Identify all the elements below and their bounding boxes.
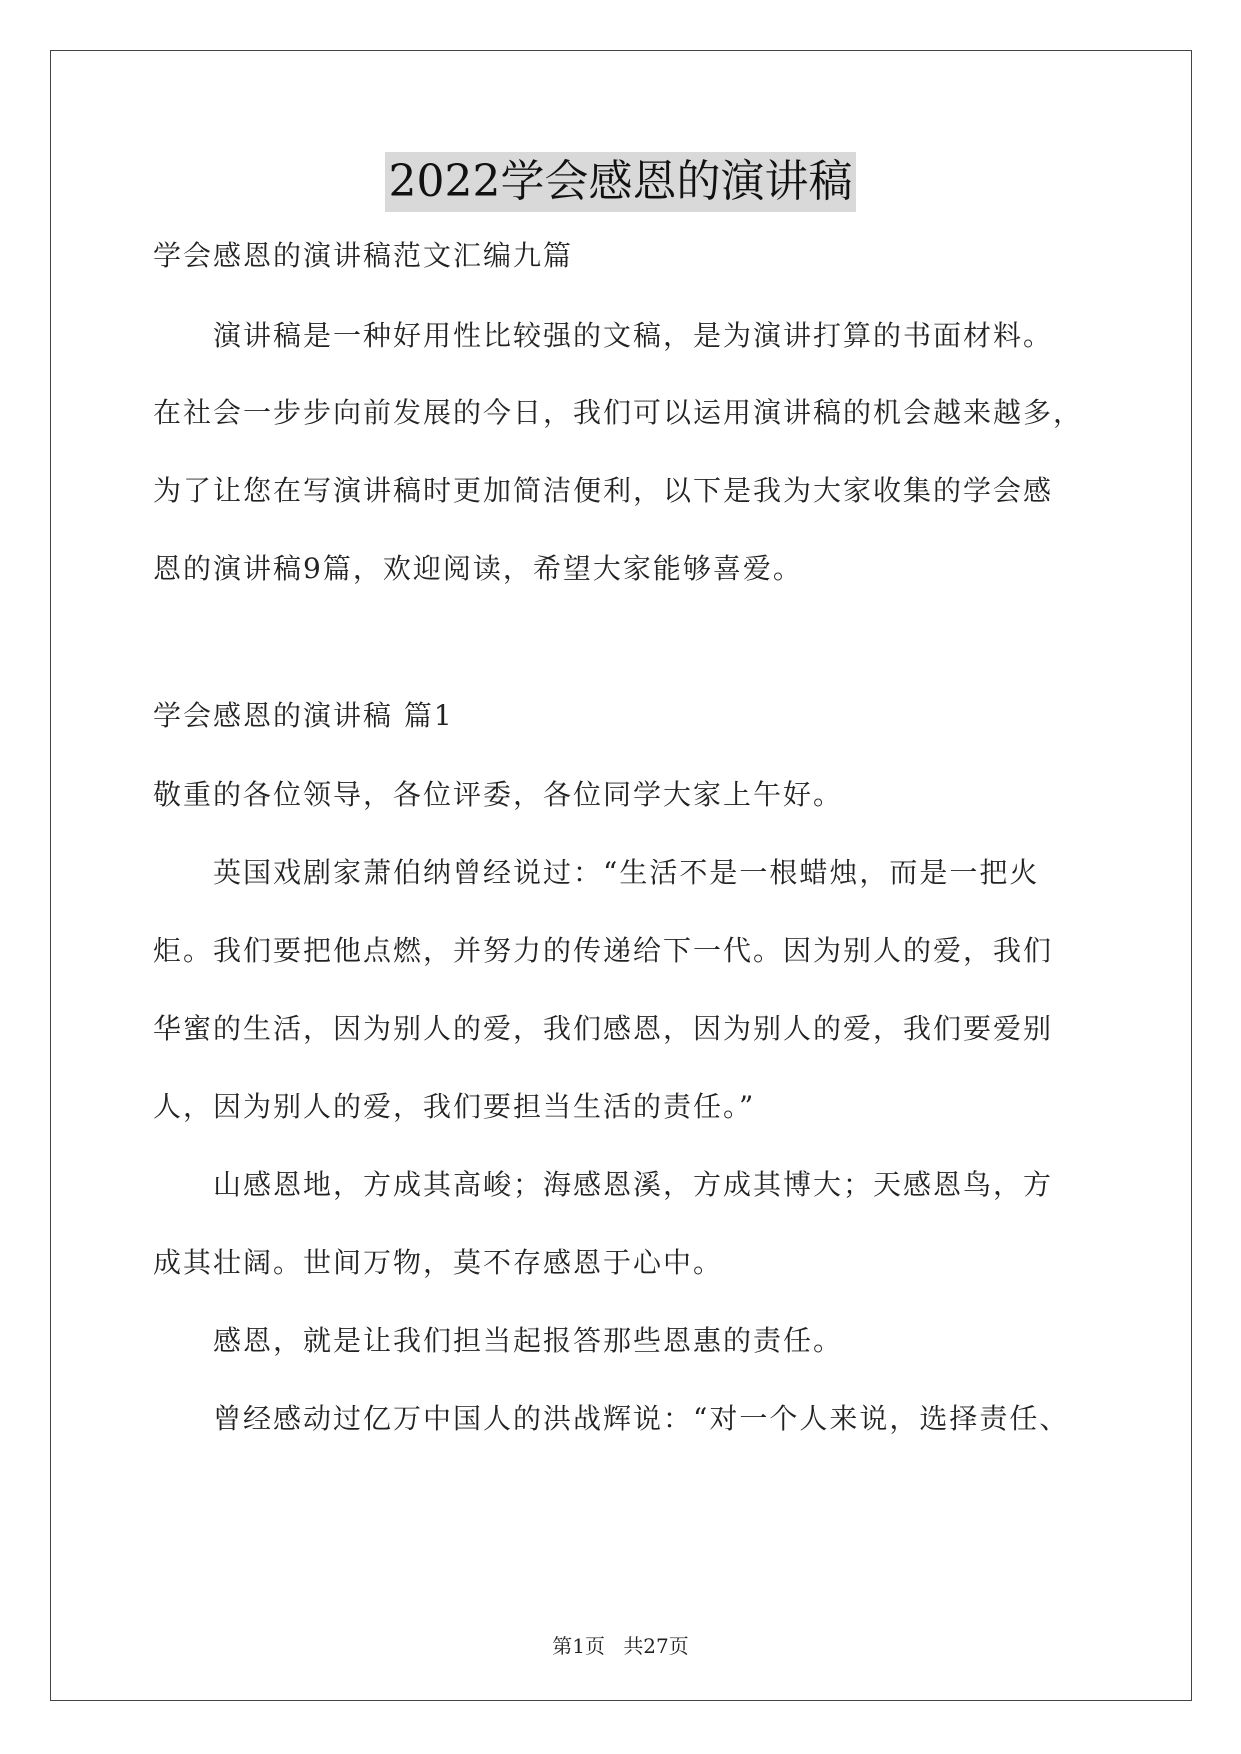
body-line: 华蜜的生活，因为别人的爱，我们感恩，因为别人的爱，我们要爱别 (153, 1012, 1054, 1045)
document-title: 2022学会感恩的演讲稿 (385, 152, 857, 212)
body-line: 山感恩地，方成其高峻；海感恩溪，方成其博大；天感恩鸟，方 (153, 1168, 1054, 1201)
body-line: 为了让您在写演讲稿时更加简洁便利，以下是我为大家收集的学会感 (153, 474, 1054, 507)
body-line: 敬重的各位领导，各位评委，各位同学大家上午好。 (153, 778, 844, 811)
body-line: 恩的演讲稿9篇，欢迎阅读，希望大家能够喜爱。 (153, 552, 803, 585)
title-wrap (0, 152, 1241, 212)
body-line: 演讲稿是一种好用性比较强的文稿，是为演讲打算的书面材料。 (153, 319, 1054, 352)
body-line: 英国戏剧家萧伯纳曾经说过：“生活不是一根蜡烛，而是一把火 (153, 856, 1040, 889)
page-total: 共27页 (623, 1634, 689, 1658)
page-number: 第1页 (552, 1634, 605, 1658)
body-line: 曾经感动过亿万中国人的洪战辉说：“对一个人来说，选择责任、 (153, 1402, 1070, 1435)
body-line: 感恩，就是让我们担当起报答那些恩惠的责任。 (153, 1324, 844, 1357)
body-line: 学会感恩的演讲稿范文汇编九篇 (153, 239, 574, 272)
body-line: 成其壮阔。世间万物，莫不存感恩于心中。 (153, 1246, 724, 1279)
page-footer (0, 1630, 1241, 1659)
body-line: 炬。我们要把他点燃，并努力的传递给下一代。因为别人的爱，我们 (153, 934, 1054, 967)
section-heading: 学会感恩的演讲稿 篇1 (153, 699, 454, 732)
body-line: 在社会一步步向前发展的今日，我们可以运用演讲稿的机会越来越多， (153, 396, 1084, 429)
body-line: 人，因为别人的爱，我们要担当生活的责任。” (153, 1090, 756, 1123)
